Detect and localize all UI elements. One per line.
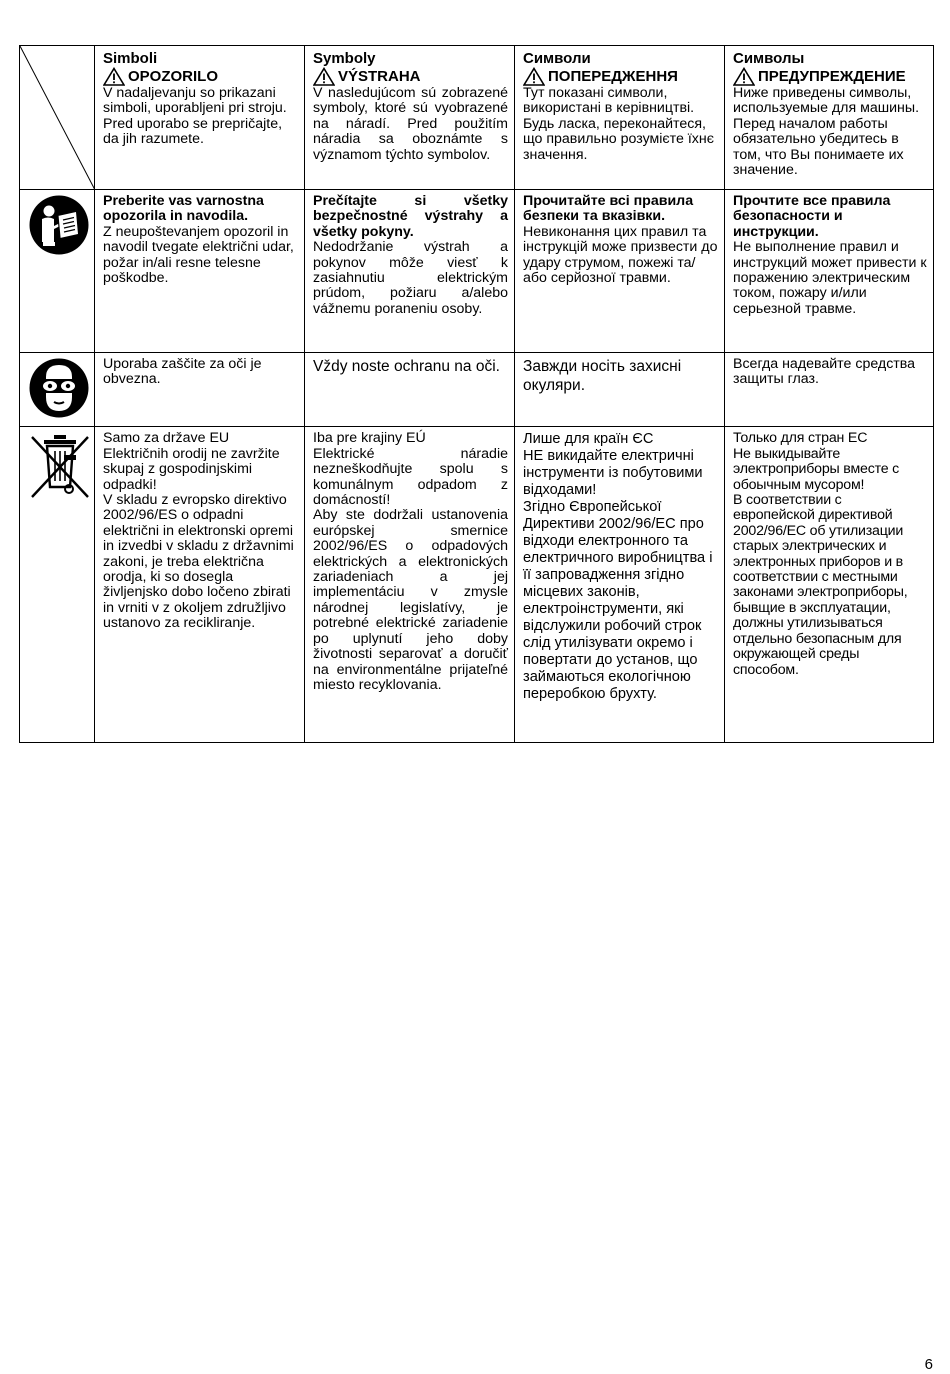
header-sl: [95, 46, 305, 190]
read-manual-icon: [28, 194, 90, 256]
symbol-cell: [20, 353, 95, 427]
cell-sl: [95, 427, 305, 743]
instruction-bold: Прочитайте всі правила безпеки та вказівки.: [523, 193, 694, 225]
header-text: Тут показані символи, використані в керівництві. Будь ласка, переконайтеся, що правильно розумієте їхнє значення.: [523, 85, 714, 163]
cell-ru: [725, 190, 934, 353]
cell-sk: [305, 427, 515, 743]
header-ru: [725, 46, 934, 190]
warning-label: VÝSTRAHA: [338, 68, 421, 85]
cell-sk: [305, 190, 515, 353]
instruction-text: Не выполнение правил и инструкций может привести к поражению электрическим током, пожару и/или серьезной травме.: [733, 239, 927, 317]
cell-sl: [95, 353, 305, 427]
disposal-row: [20, 427, 934, 743]
instruction-text: Vždy noste ochranu na oči.: [313, 358, 500, 375]
cell-uk: [515, 190, 725, 353]
instruction-bold: Прочтите все правила безопасности и инструкции.: [733, 193, 891, 240]
diagonal-line-icon: [20, 46, 95, 190]
cell-uk: [515, 427, 725, 743]
instruction-text: Только для стран ЕС Не выкидывайте электроприборы вместе с обоычным мусором! В соответствии с европейской директивой 2002/96/EC об утилизации старых электрических и электронных приборов и в соответствии с местными законами электроприборы, бывщие в эксплуатации, должны утилизываться отдельно безопасным для окружающей среды способом.: [733, 430, 908, 678]
crossed-bin-icon: [28, 431, 94, 503]
header-text: V nadaljevanju so prikazani simboli, uporabljeni pri stroju. Pred uporabo se prepričajte, da jih razumete.: [103, 85, 287, 148]
cell-sk: [305, 353, 515, 427]
warning-triangle-icon: [523, 67, 545, 86]
symbols-table: [19, 45, 934, 743]
cell-sl: [95, 190, 305, 353]
header-title: Символы: [733, 50, 805, 67]
instruction-text: Завжди носіть захисні окуляри.: [523, 358, 682, 394]
header-text: Ниже приведены символы, используемые для машины. Перед началом работы обязательно убедитесь в том, что Вы понимаете их значение.: [733, 85, 920, 179]
header-uk: [515, 46, 725, 190]
header-title: Символи: [523, 50, 591, 67]
diagonal-corner-cell: [20, 46, 95, 190]
warning-label: ПРЕДУПРЕЖДЕНИЕ: [758, 68, 906, 85]
instruction-bold: Preberite vas varnostna opozorila in navodila.: [103, 193, 264, 225]
cell-uk: [515, 353, 725, 427]
eye-protection-icon: [28, 357, 90, 419]
header-text: V nasledujúcom sú zobrazené symboly, ktoré sú vyobrazené na náradí. Pred použitím náradia sa oboznámte s významom týchto symbolov.: [313, 85, 508, 163]
cell-ru: [725, 353, 934, 427]
instruction-text: Невиконання цих правил та інструкцій може призвести до удару струмом, пожежі та/або серйозної травми.: [523, 223, 718, 287]
eye-protection-row: [20, 353, 934, 427]
warning-label: OPOZORILO: [128, 68, 218, 85]
instruction-text: Лише для країн ЄС НЕ викидайте електричні інструменти із побутовими відходами! Згідно Європейської Директиви 2002/96/EC про відходи електронного та електричного виробництва і її запровадження згідно місцевих законів, електроінструменти, які відслужили робочий строк слід утилізувати окремо і повертати до установ, що займаються екологічною переробкою брухту.: [523, 431, 713, 703]
warning-triangle-icon: [103, 67, 125, 86]
instruction-text: Z neupoštevanjem opozoril in navodil tvegate električni udar, požar in/ali resne telesne poškodbe.: [103, 223, 294, 287]
instruction-text: Samo za države EU Električnih orodij ne zavržite skupaj z gospodinjskimi odpadki! V skladu z evropsko direktivo 2002/96/ES o odpadni električni in elektronski opremi in izvedbi v skladu z državnimi zakoni, je treba električna orodja, ki so dosegla življenjsko dobo ločeno zbirati in vrniti v z okoljem združljivo ustanovo za recikliranje.: [103, 430, 294, 632]
instruction-text: Uporaba zaščite za oči je obvezna.: [103, 356, 262, 388]
instruction-bold: Prečítajte si všetky bezpečnostné výstrahy a všetky pokyny.: [313, 193, 508, 240]
header-title: Symboly: [313, 50, 376, 67]
warning-label: ПОПЕРЕДЖЕННЯ: [548, 68, 678, 85]
instruction-text: Nedodržanie výstrah a pokynov môže viesť k zasiahnutiu elektrickým prúdom, požiaru a/alebo vážnemu poraneniu osoby.: [313, 239, 508, 317]
instruction-text: Iba pre krajiny EÚ Elektrické náradie nezneškodňujte spolu s komunálnym odpadom z domácností! Aby ste dodržali ustanovenia európskej smernice 2002/96/ES o odpadových elektrických a elektronických zariadeniach a jej implementáciu v zmysle národnej legislatívy, je potrebné elektrické zariadenie po uplynutí jeho doby životnosti separovať a doručiť na environmentálne prijateľné miesto recyklovania.: [313, 430, 508, 693]
cell-ru: [725, 427, 934, 743]
header-sk: [305, 46, 515, 190]
symbol-cell: [20, 190, 95, 353]
symbol-cell: [20, 427, 95, 743]
warning-triangle-icon: [313, 67, 335, 86]
instruction-text: Всегда надевайте средства защиты глаз.: [733, 356, 916, 388]
header-row: [20, 46, 934, 190]
page-number: 6: [924, 1356, 933, 1373]
read-manual-row: [20, 190, 934, 353]
warning-triangle-icon: [733, 67, 755, 86]
header-title: Simboli: [103, 50, 158, 67]
